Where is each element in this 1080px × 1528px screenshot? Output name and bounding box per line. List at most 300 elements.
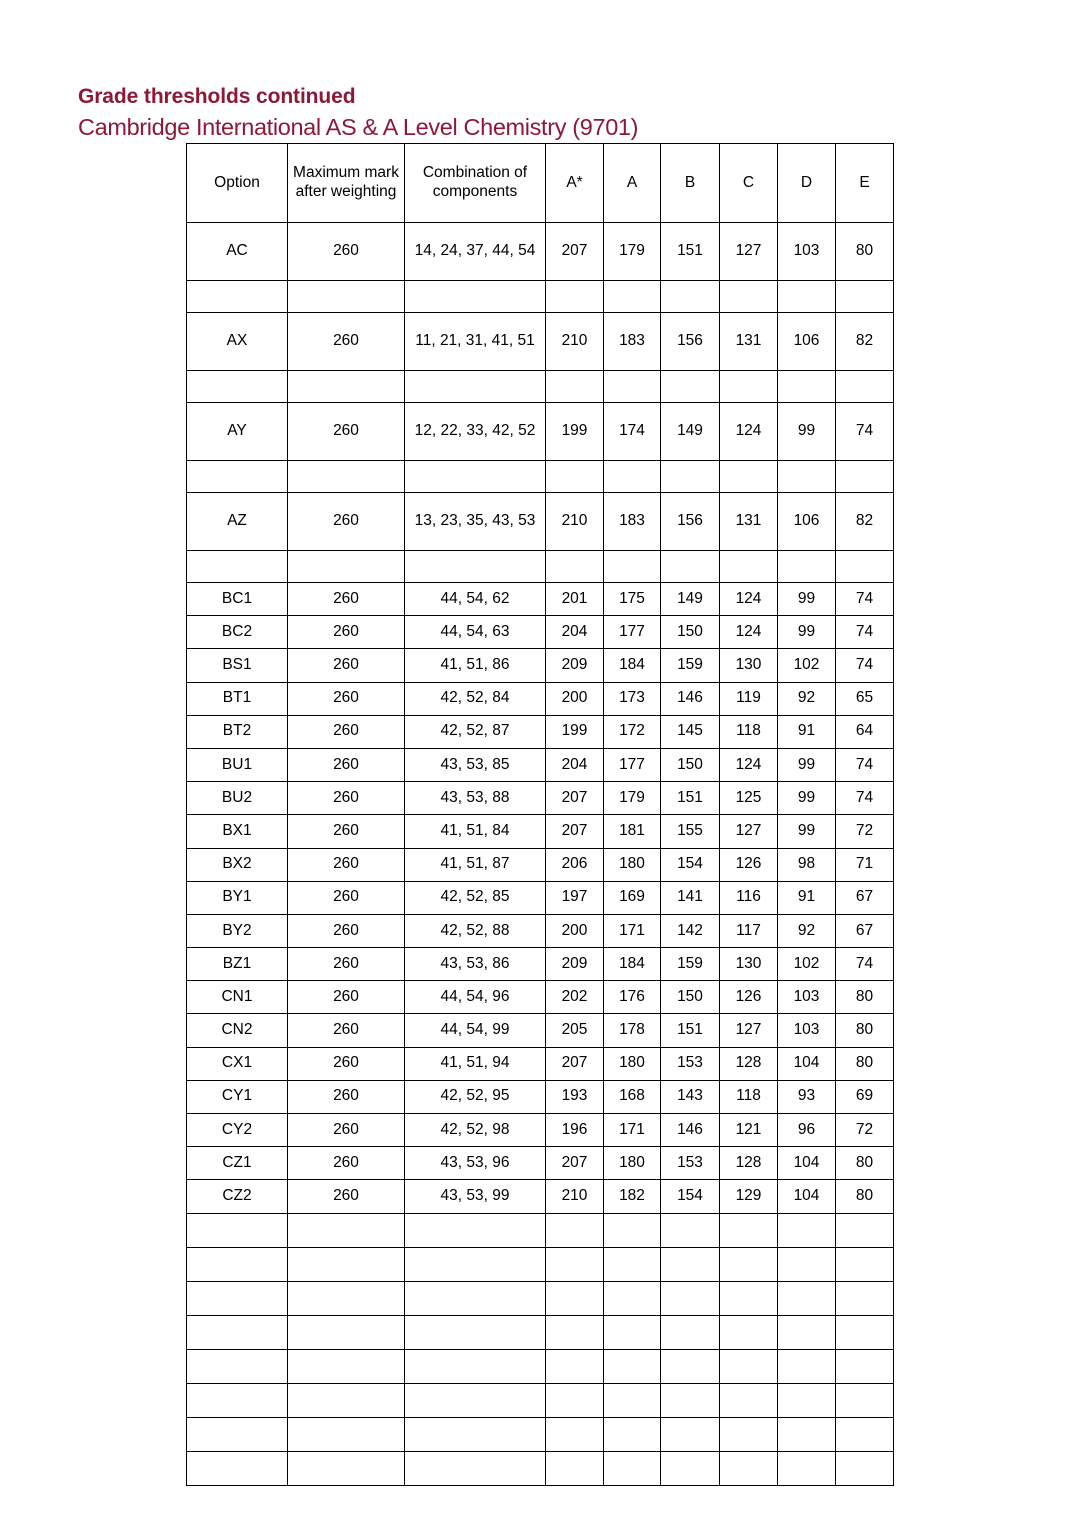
cell-d: 99 — [778, 748, 836, 781]
cell-a: 184 — [604, 948, 661, 981]
cell-a_star: 201 — [546, 583, 604, 616]
cell-max_mark: 260 — [288, 1080, 405, 1113]
cell-e: 80 — [836, 1014, 894, 1047]
cell-a_star — [546, 1417, 604, 1451]
table-row — [187, 848, 894, 881]
cell-a_star — [546, 1451, 604, 1485]
cell-max_mark: 260 — [288, 981, 405, 1014]
cell-combination: 42, 52, 95 — [405, 1080, 546, 1113]
cell-d: 92 — [778, 682, 836, 715]
cell-combination: 44, 54, 63 — [405, 616, 546, 649]
cell-d — [778, 1281, 836, 1315]
cell-combination: 41, 51, 86 — [405, 649, 546, 682]
table-row — [187, 281, 894, 313]
cell-e: 74 — [836, 948, 894, 981]
cell-combination: 42, 52, 88 — [405, 914, 546, 947]
table-row — [187, 1180, 894, 1213]
cell-d — [778, 1247, 836, 1281]
cell-e: 74 — [836, 616, 894, 649]
cell-d: 91 — [778, 715, 836, 748]
cell-a_star — [546, 371, 604, 403]
table-row — [187, 1014, 894, 1047]
cell-a_star — [546, 1315, 604, 1349]
table-row — [187, 715, 894, 748]
cell-c: 128 — [720, 1147, 778, 1180]
cell-a: 180 — [604, 1147, 661, 1180]
cell-c — [720, 371, 778, 403]
cell-c: 118 — [720, 715, 778, 748]
cell-max_mark — [288, 1349, 405, 1383]
cell-a: 179 — [604, 782, 661, 815]
cell-c: 126 — [720, 848, 778, 881]
cell-max_mark: 260 — [288, 649, 405, 682]
cell-c: 126 — [720, 981, 778, 1014]
cell-a: 177 — [604, 616, 661, 649]
cell-max_mark: 260 — [288, 848, 405, 881]
cell-d — [778, 1383, 836, 1417]
cell-e: 71 — [836, 848, 894, 881]
cell-c: 121 — [720, 1114, 778, 1147]
cell-option: BU2 — [187, 782, 288, 815]
cell-a: 176 — [604, 981, 661, 1014]
cell-a — [604, 281, 661, 313]
cell-option: AZ — [187, 493, 288, 551]
cell-option: BC1 — [187, 583, 288, 616]
cell-combination: 44, 54, 99 — [405, 1014, 546, 1047]
cell-c — [720, 1247, 778, 1281]
cell-max_mark: 260 — [288, 1147, 405, 1180]
cell-option — [187, 1451, 288, 1485]
cell-b: 149 — [661, 403, 720, 461]
cell-a: 177 — [604, 748, 661, 781]
cell-max_mark — [288, 461, 405, 493]
cell-e — [836, 371, 894, 403]
cell-e — [836, 551, 894, 583]
cell-e: 74 — [836, 782, 894, 815]
cell-max_mark: 260 — [288, 881, 405, 914]
table-row — [187, 815, 894, 848]
cell-d: 102 — [778, 948, 836, 981]
cell-a_star: 202 — [546, 981, 604, 1014]
table-row — [187, 1147, 894, 1180]
cell-option: BY2 — [187, 914, 288, 947]
table-body — [187, 223, 894, 1486]
cell-c — [720, 1315, 778, 1349]
table-row — [187, 782, 894, 815]
table-row — [187, 914, 894, 947]
cell-b: 154 — [661, 848, 720, 881]
cell-a_star — [546, 551, 604, 583]
cell-option — [187, 1383, 288, 1417]
cell-b — [661, 1349, 720, 1383]
cell-option: BZ1 — [187, 948, 288, 981]
table-row — [187, 682, 894, 715]
table-row — [187, 1417, 894, 1451]
cell-combination — [405, 1451, 546, 1485]
cell-combination — [405, 1349, 546, 1383]
cell-option: BU1 — [187, 748, 288, 781]
cell-a_star — [546, 1383, 604, 1417]
column-header-max-mark: Maximum mark after weighting — [288, 144, 405, 223]
cell-d — [778, 551, 836, 583]
cell-a_star — [546, 1349, 604, 1383]
cell-a — [604, 1417, 661, 1451]
cell-a: 175 — [604, 583, 661, 616]
cell-e: 82 — [836, 313, 894, 371]
cell-c: 130 — [720, 948, 778, 981]
cell-b — [661, 1383, 720, 1417]
cell-c: 124 — [720, 616, 778, 649]
cell-a: 183 — [604, 493, 661, 551]
cell-combination — [405, 1281, 546, 1315]
cell-max_mark — [288, 1315, 405, 1349]
cell-a_star: 204 — [546, 748, 604, 781]
cell-combination: 42, 52, 98 — [405, 1114, 546, 1147]
cell-a: 180 — [604, 848, 661, 881]
cell-a_star: 199 — [546, 715, 604, 748]
cell-a_star: 197 — [546, 881, 604, 914]
cell-option: BS1 — [187, 649, 288, 682]
cell-max_mark: 260 — [288, 715, 405, 748]
cell-option: CZ1 — [187, 1147, 288, 1180]
cell-d: 96 — [778, 1114, 836, 1147]
cell-a_star: 210 — [546, 1180, 604, 1213]
table-row — [187, 881, 894, 914]
cell-d: 98 — [778, 848, 836, 881]
cell-b: 150 — [661, 748, 720, 781]
table-row — [187, 371, 894, 403]
cell-max_mark: 260 — [288, 1180, 405, 1213]
cell-b: 150 — [661, 616, 720, 649]
cell-e: 65 — [836, 682, 894, 715]
table-row — [187, 649, 894, 682]
column-header-option: Option — [187, 144, 288, 223]
cell-combination — [405, 1417, 546, 1451]
cell-option — [187, 1417, 288, 1451]
cell-c: 125 — [720, 782, 778, 815]
cell-b: 149 — [661, 583, 720, 616]
cell-e — [836, 1213, 894, 1247]
cell-a: 178 — [604, 1014, 661, 1047]
cell-max_mark — [288, 1247, 405, 1281]
cell-a_star: 206 — [546, 848, 604, 881]
cell-option: CY2 — [187, 1114, 288, 1147]
cell-e: 67 — [836, 881, 894, 914]
table-row — [187, 1213, 894, 1247]
cell-e — [836, 1451, 894, 1485]
cell-combination: 44, 54, 96 — [405, 981, 546, 1014]
cell-b: 155 — [661, 815, 720, 848]
cell-a_star: 204 — [546, 616, 604, 649]
cell-a_star: 210 — [546, 313, 604, 371]
cell-e — [836, 1315, 894, 1349]
cell-d: 99 — [778, 782, 836, 815]
cell-combination — [405, 1383, 546, 1417]
cell-d — [778, 371, 836, 403]
cell-d: 103 — [778, 981, 836, 1014]
cell-max_mark: 260 — [288, 1047, 405, 1080]
cell-combination: 14, 24, 37, 44, 54 — [405, 223, 546, 281]
cell-e — [836, 461, 894, 493]
cell-c: 128 — [720, 1047, 778, 1080]
cell-b: 150 — [661, 981, 720, 1014]
cell-max_mark: 260 — [288, 748, 405, 781]
cell-a_star: 207 — [546, 1047, 604, 1080]
cell-e: 80 — [836, 223, 894, 281]
cell-a_star: 193 — [546, 1080, 604, 1113]
table-row — [187, 493, 894, 551]
cell-a — [604, 1247, 661, 1281]
cell-option — [187, 1349, 288, 1383]
cell-a: 179 — [604, 223, 661, 281]
cell-d — [778, 1213, 836, 1247]
cell-d: 103 — [778, 223, 836, 281]
table-row — [187, 1247, 894, 1281]
cell-option — [187, 551, 288, 583]
cell-a_star: 200 — [546, 682, 604, 715]
cell-max_mark: 260 — [288, 583, 405, 616]
cell-e: 74 — [836, 583, 894, 616]
cell-combination: 43, 53, 99 — [405, 1180, 546, 1213]
cell-b: 153 — [661, 1147, 720, 1180]
cell-e: 80 — [836, 1147, 894, 1180]
cell-b: 146 — [661, 1114, 720, 1147]
cell-a_star: 200 — [546, 914, 604, 947]
cell-c: 129 — [720, 1180, 778, 1213]
cell-d — [778, 1315, 836, 1349]
cell-e: 80 — [836, 981, 894, 1014]
cell-e: 74 — [836, 649, 894, 682]
cell-max_mark: 260 — [288, 782, 405, 815]
cell-c: 124 — [720, 403, 778, 461]
cell-a_star: 210 — [546, 493, 604, 551]
cell-d: 93 — [778, 1080, 836, 1113]
table-row — [187, 748, 894, 781]
cell-option: AY — [187, 403, 288, 461]
cell-combination: 12, 22, 33, 42, 52 — [405, 403, 546, 461]
cell-c: 127 — [720, 223, 778, 281]
cell-e — [836, 1247, 894, 1281]
cell-d: 106 — [778, 313, 836, 371]
cell-combination: 43, 53, 86 — [405, 948, 546, 981]
table-row — [187, 313, 894, 371]
cell-c — [720, 1451, 778, 1485]
cell-combination: 43, 53, 96 — [405, 1147, 546, 1180]
cell-a — [604, 551, 661, 583]
heading-block — [78, 84, 978, 143]
cell-combination — [405, 1315, 546, 1349]
cell-b — [661, 1451, 720, 1485]
cell-a: 173 — [604, 682, 661, 715]
cell-max_mark: 260 — [288, 223, 405, 281]
cell-a — [604, 1315, 661, 1349]
table-row — [187, 551, 894, 583]
cell-d: 99 — [778, 815, 836, 848]
cell-max_mark: 260 — [288, 403, 405, 461]
cell-max_mark — [288, 551, 405, 583]
cell-c: 117 — [720, 914, 778, 947]
cell-option — [187, 371, 288, 403]
cell-max_mark — [288, 371, 405, 403]
cell-a: 180 — [604, 1047, 661, 1080]
cell-option: BT1 — [187, 682, 288, 715]
column-header-d: D — [778, 144, 836, 223]
cell-option: BX1 — [187, 815, 288, 848]
cell-c — [720, 1213, 778, 1247]
cell-a — [604, 1349, 661, 1383]
cell-d: 104 — [778, 1180, 836, 1213]
cell-option: CN2 — [187, 1014, 288, 1047]
cell-a: 171 — [604, 1114, 661, 1147]
cell-a: 181 — [604, 815, 661, 848]
cell-b: 141 — [661, 881, 720, 914]
cell-max_mark: 260 — [288, 815, 405, 848]
table-row — [187, 1047, 894, 1080]
cell-a_star — [546, 1213, 604, 1247]
cell-e — [836, 1417, 894, 1451]
cell-a: 172 — [604, 715, 661, 748]
cell-option: BY1 — [187, 881, 288, 914]
table-row — [187, 1114, 894, 1147]
cell-b: 154 — [661, 1180, 720, 1213]
cell-b — [661, 1315, 720, 1349]
table-header-row — [187, 144, 894, 223]
cell-combination — [405, 281, 546, 313]
cell-d: 102 — [778, 649, 836, 682]
cell-option: CY1 — [187, 1080, 288, 1113]
cell-max_mark: 260 — [288, 1114, 405, 1147]
cell-max_mark — [288, 1417, 405, 1451]
cell-b: 146 — [661, 682, 720, 715]
cell-c — [720, 1281, 778, 1315]
table-row — [187, 1315, 894, 1349]
table-row — [187, 403, 894, 461]
column-header-combination: Combination of components — [405, 144, 546, 223]
cell-a: 169 — [604, 881, 661, 914]
cell-b: 159 — [661, 948, 720, 981]
cell-max_mark — [288, 1213, 405, 1247]
cell-b — [661, 1417, 720, 1451]
cell-e: 67 — [836, 914, 894, 947]
cell-a: 182 — [604, 1180, 661, 1213]
cell-b: 151 — [661, 782, 720, 815]
cell-e — [836, 1383, 894, 1417]
cell-b — [661, 1213, 720, 1247]
cell-a_star — [546, 1247, 604, 1281]
cell-e: 69 — [836, 1080, 894, 1113]
cell-combination — [405, 461, 546, 493]
cell-max_mark: 260 — [288, 1014, 405, 1047]
cell-max_mark — [288, 1383, 405, 1417]
cell-a: 168 — [604, 1080, 661, 1113]
cell-c: 127 — [720, 1014, 778, 1047]
cell-option — [187, 1281, 288, 1315]
column-header-e: E — [836, 144, 894, 223]
cell-a — [604, 371, 661, 403]
cell-b — [661, 461, 720, 493]
cell-option: AC — [187, 223, 288, 281]
cell-b — [661, 281, 720, 313]
cell-a_star: 196 — [546, 1114, 604, 1147]
table-row — [187, 981, 894, 1014]
cell-d — [778, 281, 836, 313]
cell-a_star: 207 — [546, 782, 604, 815]
cell-max_mark — [288, 281, 405, 313]
cell-b: 156 — [661, 493, 720, 551]
cell-b: 143 — [661, 1080, 720, 1113]
cell-max_mark — [288, 1281, 405, 1315]
cell-c: 131 — [720, 493, 778, 551]
cell-e: 72 — [836, 1114, 894, 1147]
cell-max_mark — [288, 1451, 405, 1485]
cell-e: 74 — [836, 403, 894, 461]
cell-max_mark: 260 — [288, 313, 405, 371]
cell-a: 184 — [604, 649, 661, 682]
table-header — [187, 144, 894, 223]
cell-a — [604, 1451, 661, 1485]
cell-e: 82 — [836, 493, 894, 551]
cell-d: 106 — [778, 493, 836, 551]
cell-b: 159 — [661, 649, 720, 682]
cell-option: BC2 — [187, 616, 288, 649]
cell-c — [720, 551, 778, 583]
cell-a: 171 — [604, 914, 661, 947]
grade-thresholds-table — [186, 143, 894, 1486]
cell-c — [720, 1349, 778, 1383]
cell-combination — [405, 551, 546, 583]
cell-combination: 41, 51, 87 — [405, 848, 546, 881]
column-header-b: B — [661, 144, 720, 223]
cell-option — [187, 1213, 288, 1247]
cell-e: 64 — [836, 715, 894, 748]
cell-e: 80 — [836, 1047, 894, 1080]
cell-c: 119 — [720, 682, 778, 715]
cell-option: CX1 — [187, 1047, 288, 1080]
cell-combination: 42, 52, 87 — [405, 715, 546, 748]
cell-d: 104 — [778, 1147, 836, 1180]
page-subtitle: Cambridge International AS & A Level Chemistry (9701) — [78, 114, 639, 141]
cell-e: 72 — [836, 815, 894, 848]
cell-b: 153 — [661, 1047, 720, 1080]
cell-d — [778, 1451, 836, 1485]
table-row — [187, 1349, 894, 1383]
cell-c: 116 — [720, 881, 778, 914]
cell-c: 130 — [720, 649, 778, 682]
cell-option — [187, 461, 288, 493]
cell-d: 99 — [778, 403, 836, 461]
column-header-a: A — [604, 144, 661, 223]
cell-c — [720, 1383, 778, 1417]
cell-option: BT2 — [187, 715, 288, 748]
cell-option: CN1 — [187, 981, 288, 1014]
cell-a_star: 207 — [546, 815, 604, 848]
cell-a_star: 205 — [546, 1014, 604, 1047]
cell-a: 174 — [604, 403, 661, 461]
table-row — [187, 1383, 894, 1417]
cell-e — [836, 1349, 894, 1383]
cell-max_mark: 260 — [288, 914, 405, 947]
cell-d: 99 — [778, 616, 836, 649]
cell-c: 127 — [720, 815, 778, 848]
cell-combination: 41, 51, 84 — [405, 815, 546, 848]
cell-a_star: 207 — [546, 223, 604, 281]
cell-a: 183 — [604, 313, 661, 371]
table-row — [187, 223, 894, 281]
column-header-a-star: A* — [546, 144, 604, 223]
cell-b: 142 — [661, 914, 720, 947]
cell-b — [661, 1247, 720, 1281]
cell-combination: 43, 53, 88 — [405, 782, 546, 815]
